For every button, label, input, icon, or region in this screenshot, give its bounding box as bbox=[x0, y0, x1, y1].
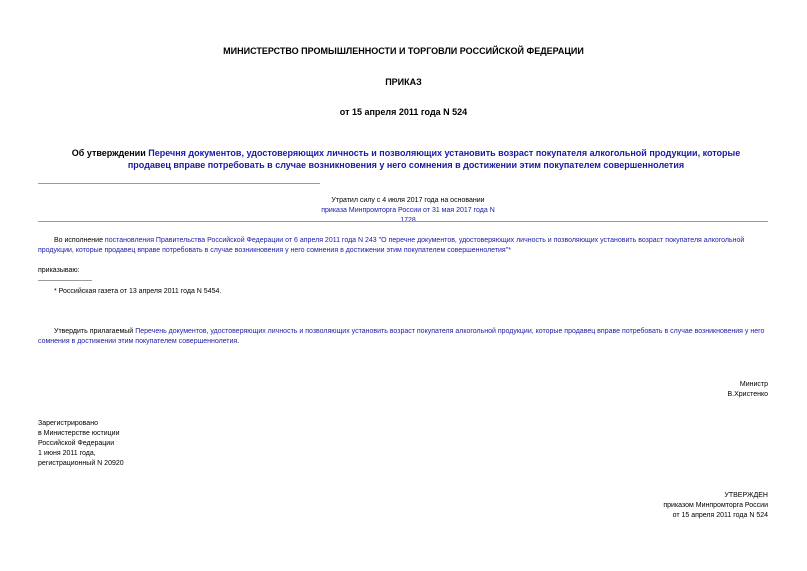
approved-line: приказом Минпромторга России bbox=[663, 502, 768, 509]
signature-block bbox=[600, 380, 768, 400]
registration-line: Российской Федерации bbox=[38, 440, 115, 447]
footnote-divider bbox=[38, 280, 92, 281]
signature-name: В.Христенко bbox=[727, 391, 768, 398]
registration-line: Зарегистрировано bbox=[38, 420, 98, 427]
registration-line: 1 июня 2011 года, bbox=[38, 450, 96, 457]
divider bbox=[38, 183, 320, 184]
preamble-link[interactable]: постановления Правительства Российской Федерации от 6 апреля 2011 года N 243 "О перечне документов, удостоверяющих личность и позволяющих установить возраст покупателя алкогольной продукции, которые продавец вправе потребовать в случае возникновения у него сомнения в достижении этим покупателем совершеннолетия"* bbox=[38, 237, 745, 254]
signature-position: Министр bbox=[739, 381, 768, 388]
approve-suffix: . bbox=[237, 338, 240, 345]
registration-line: в Министерстве юстиции bbox=[38, 430, 120, 437]
footnote: * Российская газета от 13 апреля 2011 года N 5454. bbox=[54, 288, 222, 295]
ministry-heading: МИНИСТЕРСТВО ПРОМЫШЛЕННОСТИ И ТОРГОВЛИ РОССИЙСКОЙ ФЕДЕРАЦИИ bbox=[223, 46, 584, 56]
approve-link[interactable]: Перечень документов, удостоверяющих личность и позволяющих установить возраст покупателя алкогольной продукции, которые продавец вправе потребовать в случае возникновения у него сомнения в достижении этим покупателем совершеннолетия bbox=[38, 328, 765, 345]
document-title bbox=[50, 147, 762, 171]
registration-line: регистрационный N 20920 bbox=[38, 460, 124, 467]
date-number-heading: от 15 апреля 2011 года N 524 bbox=[339, 107, 468, 117]
registration-block bbox=[38, 419, 124, 469]
approved-line: УТВЕРЖДЕН bbox=[724, 492, 768, 499]
divider bbox=[38, 221, 768, 222]
status-text: Утратил силу с 4 июля 2017 года на основании bbox=[331, 197, 485, 204]
approved-block bbox=[560, 491, 768, 521]
status-link[interactable]: приказа Минпромторга России от 31 мая 2017 года N 1728 bbox=[321, 207, 495, 224]
title-prefix: Об утверждении bbox=[71, 148, 146, 158]
doc-type-heading: ПРИКАЗ bbox=[385, 77, 422, 87]
approve-paragraph bbox=[38, 327, 768, 347]
order-word: приказываю: bbox=[38, 267, 80, 274]
approve-prefix: Утвердить прилагаемый bbox=[54, 328, 134, 335]
preamble-paragraph bbox=[38, 236, 768, 256]
preamble-prefix: Во исполнение bbox=[54, 237, 103, 244]
title-link[interactable]: Перечня документов, удостоверяющих личность и позволяющих установить возраст покупателя алкогольной продукции, которые продавец вправе потребовать в случае возникновения у него сомнения в достижении этим покупателем совершеннолетия bbox=[127, 148, 741, 170]
approved-line: от 15 апреля 2011 года N 524 bbox=[672, 512, 768, 519]
